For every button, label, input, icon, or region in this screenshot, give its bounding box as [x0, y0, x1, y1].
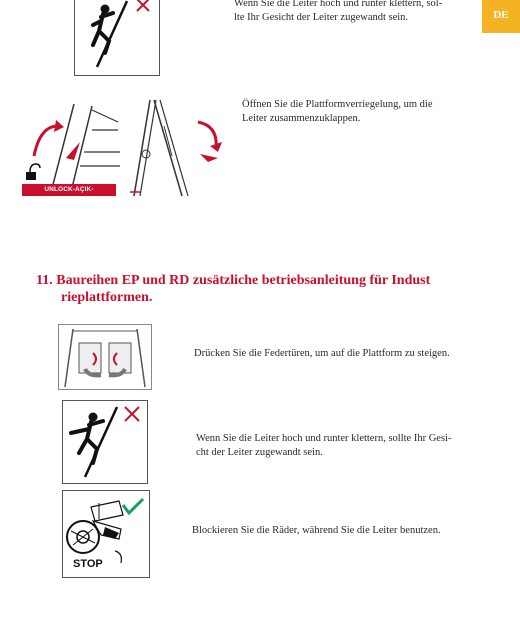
step-text-spring-doors: Drücken Sie die Federtüren, um auf die Plattform zu steigen.: [194, 348, 450, 359]
section-title-line2: rieplattformen.: [61, 290, 153, 305]
spring-doors-illustration: [58, 324, 152, 390]
wheel-stop-icon: [62, 490, 150, 578]
unlock-badge: UNLOCK-AÇIK-FREISCHALTEN: [22, 184, 116, 196]
step-text-climb: Wenn Sie die Leiter hoch und runter klettern, sollte Ihr Gesi- cht der Leiter zugewandt sein.: [196, 433, 452, 458]
language-tab[interactable]: DE: [482, 0, 520, 33]
stop-label: STOP: [73, 558, 103, 570]
climber-wrong-icon-top: [74, 0, 160, 76]
section-title-line1: 11. Baureihen EP und RD zusätzliche betriebsanleitung für Indust: [36, 273, 431, 288]
climb-instruction-top: Wenn Sie die Leiter hoch und runter klettern, sol- lte Ihr Gesicht der Leiter zugewandt sein.: [234, 0, 443, 23]
fold-instruction: Öffnen Sie die Plattformverriegelung, um die Leiter zusammenzuklappen.: [242, 99, 433, 124]
step-text-wheels: Blockieren Sie die Räder, während Sie die Leiter benutzen.: [192, 525, 441, 536]
climber-wrong-icon: [62, 400, 148, 484]
section-title: [36, 272, 476, 306]
